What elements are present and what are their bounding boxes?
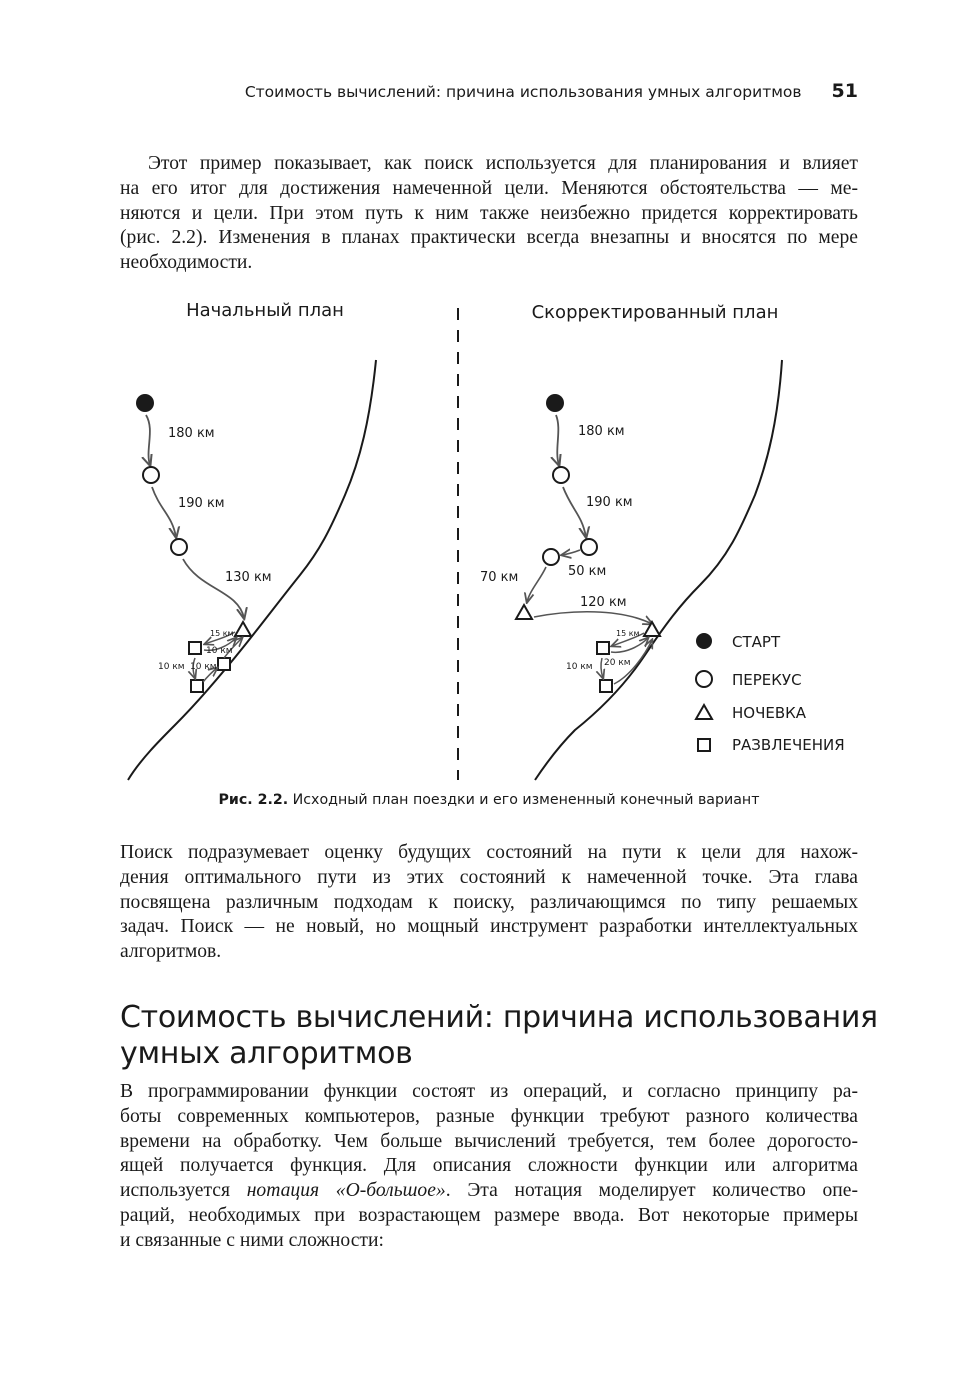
route-arrow (183, 559, 244, 618)
route-arrow (152, 487, 176, 537)
distance-label: 180 км (578, 424, 625, 439)
right-plan-title: Скорректированный план (531, 302, 779, 323)
entertainment-marker (189, 642, 201, 654)
snack-legend-icon (696, 671, 712, 687)
route-arrow (563, 487, 586, 537)
paragraph-line: времени на обработку. Чем больше вычислений требуется, тем более дорогосто- (120, 1130, 858, 1152)
distance-label: 15 км (616, 629, 640, 638)
distance-label: 180 км (168, 426, 215, 441)
running-head (120, 80, 858, 102)
distance-label: 10 км (206, 646, 233, 656)
section-heading-line: Стоимость вычислений: причина использования (120, 1000, 878, 1035)
paragraph-line: дения оптимального пути из этих состояний к намеченной точке. Эта глава (120, 866, 858, 888)
paragraph-line: няются и цели. При этом путь к ним также неизбежно придется корректировать (120, 202, 858, 224)
distance-label: 15 км (210, 629, 234, 638)
distance-label: 190 км (178, 496, 225, 511)
paragraph-3 (120, 1080, 858, 1254)
distance-label: 190 км (586, 495, 633, 510)
entertainment-marker (600, 680, 612, 692)
paragraph-line: В программировании функции состоят из операций, и согласно принципу ра- (120, 1081, 858, 1102)
caption-label: Рис. 2.2. (218, 792, 289, 808)
section-heading (120, 1000, 880, 1072)
route-arrow (601, 658, 603, 678)
page-number: 51 (831, 80, 858, 102)
overnight-marker (516, 605, 532, 619)
left-plan-title: Начальный план (186, 300, 344, 321)
section-heading-line: умных алгоритмов (120, 1036, 413, 1071)
entertainment-marker (597, 642, 609, 654)
snack-marker (581, 539, 597, 555)
paragraph-line: необходимости. (120, 252, 253, 274)
distance-label: 20 км (604, 658, 631, 668)
figure-legend (696, 633, 845, 754)
paragraph-1 (120, 152, 858, 276)
paragraph-line: (рис. 2.2). Изменения в планах практически всегда внезапны и вносятся по мере (120, 227, 858, 249)
legend-label-start: СТАРТ (732, 633, 781, 651)
paragraph-line: раций, необходимых при возрастающем размере ввода. Вот некоторые примеры (120, 1204, 858, 1226)
paragraph-line: задач. Поиск — не новый, но мощный инструмент разработки интеллектуальных (120, 916, 858, 938)
caption-text: Исходный план поездки и его измененный конечный вариант (292, 792, 760, 808)
text-fragment: . Эта нотация моделирует количество опе- (445, 1180, 858, 1202)
overnight-marker (644, 622, 660, 636)
paragraph-line-with-term (120, 1179, 858, 1204)
paragraph-line: посвящена различным подходам к поиску, различающимся по типу решаемых (120, 891, 858, 913)
paragraph-line: Поиск подразумевает оценку будущих состояний на пути к цели для нахож- (120, 842, 858, 863)
legend-label-overnight: НОЧЕВКА (732, 704, 807, 722)
distance-label: 120 км (580, 595, 627, 610)
legend-label-snack: ПЕРЕКУС (732, 671, 802, 689)
snack-marker (171, 539, 187, 555)
paragraph-line: Этот пример показывает, как поиск используется для планирования и влияет (148, 153, 858, 174)
route-arrow (146, 415, 150, 465)
paragraph-line: боты современных компьютеров, разные функции требуют разного количества (120, 1105, 858, 1127)
snack-marker (543, 549, 559, 565)
left-plan (136, 394, 272, 692)
start-marker (136, 394, 154, 412)
legend-label-entertainment: РАЗВЛЕЧЕНИЯ (732, 736, 845, 754)
distance-label: 10 км (158, 662, 185, 672)
distance-label: 70 км (480, 570, 519, 585)
distance-label: 130 км (225, 570, 272, 585)
overnight-marker (235, 622, 251, 636)
route-arrow (534, 612, 652, 624)
entertainment-legend-icon (698, 739, 710, 751)
distance-label: 10 км (190, 662, 217, 672)
paragraph-line: и связанные с ними сложности: (120, 1229, 384, 1251)
figure-caption (120, 792, 858, 808)
route-plan-figure (0, 280, 975, 790)
paragraph-line: ящей получается функция. Для описания сложности функции или алгоритма (120, 1155, 858, 1177)
text-fragment: используется (120, 1180, 247, 1202)
paragraph-line: на его итог для достижения намеченной цели. Меняются обстоятельства — ме- (120, 177, 858, 199)
start-marker (546, 394, 564, 412)
running-head-title: Стоимость вычислений: причина использования умных алгоритмов (244, 83, 802, 101)
paragraph-2 (120, 841, 858, 965)
route-arrow (556, 415, 559, 465)
entertainment-marker (191, 680, 203, 692)
route-arrow (562, 550, 580, 555)
distance-label: 50 км (568, 564, 607, 579)
distance-label: 10 км (566, 662, 593, 672)
snack-marker (143, 467, 159, 483)
start-legend-icon (696, 633, 712, 649)
entertainment-marker (218, 658, 230, 670)
big-o-notation-term: нотация «О-большое» (246, 1180, 446, 1202)
route-arrow (527, 567, 546, 602)
right-plan (480, 394, 660, 692)
overnight-legend-icon (696, 705, 712, 719)
paragraph-line: алгоритмов. (120, 941, 222, 963)
snack-marker (553, 467, 569, 483)
